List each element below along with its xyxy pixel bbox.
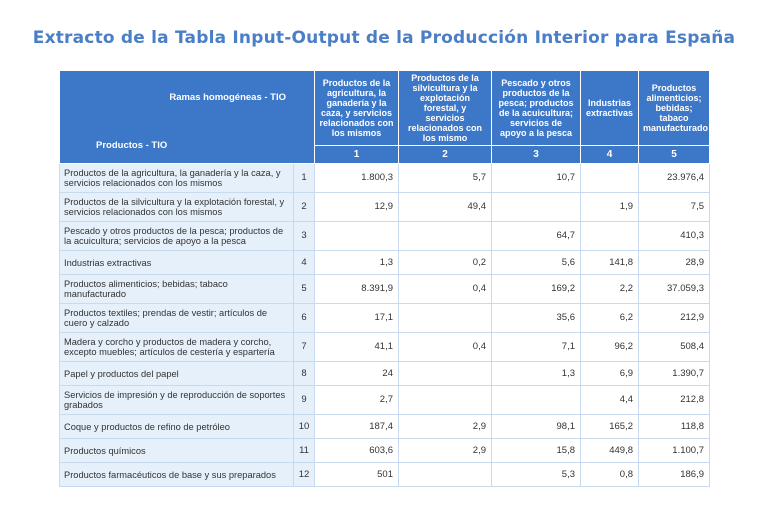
value-cell: 4,4 bbox=[581, 386, 639, 415]
table-row bbox=[60, 251, 710, 275]
value-cell: 2,2 bbox=[581, 275, 639, 304]
value-cell: 0,4 bbox=[399, 275, 492, 304]
value-cell: 0,2 bbox=[399, 251, 492, 275]
value-cell: 7,1 bbox=[492, 333, 581, 362]
table-body bbox=[60, 164, 710, 487]
value-cell bbox=[492, 193, 581, 222]
row-number-cell: 9 bbox=[294, 386, 315, 415]
row-number-cell: 1 bbox=[294, 164, 315, 193]
value-cell: 118,8 bbox=[639, 415, 710, 439]
table-row bbox=[60, 304, 710, 333]
value-cell: 6,2 bbox=[581, 304, 639, 333]
value-cell: 1.800,3 bbox=[315, 164, 399, 193]
value-cell bbox=[399, 222, 492, 251]
product-name-cell: Productos químicos bbox=[60, 439, 294, 463]
value-cell bbox=[581, 164, 639, 193]
product-name-cell: Productos de la silvicultura y la explotación forestal, y servicios relacionados con los mismos bbox=[60, 193, 294, 222]
value-cell: 5,7 bbox=[399, 164, 492, 193]
table-row bbox=[60, 386, 710, 415]
row-number-cell: 12 bbox=[294, 463, 315, 487]
column-number: 5 bbox=[639, 146, 710, 164]
value-cell bbox=[399, 304, 492, 333]
table-row bbox=[60, 362, 710, 386]
input-output-table bbox=[59, 70, 710, 487]
column-header: Industrias extractivas bbox=[581, 71, 639, 146]
value-cell: 64,7 bbox=[492, 222, 581, 251]
product-name-cell: Coque y productos de refino de petróleo bbox=[60, 415, 294, 439]
value-cell bbox=[399, 386, 492, 415]
value-cell: 0,4 bbox=[399, 333, 492, 362]
value-cell: 141,8 bbox=[581, 251, 639, 275]
column-number: 4 bbox=[581, 146, 639, 164]
value-cell: 23.976,4 bbox=[639, 164, 710, 193]
value-cell: 2,9 bbox=[399, 439, 492, 463]
value-cell: 508,4 bbox=[639, 333, 710, 362]
value-cell: 96,2 bbox=[581, 333, 639, 362]
product-name-cell: Productos farmacéuticos de base y sus preparados bbox=[60, 463, 294, 487]
product-name-cell: Pescado y otros productos de la pesca; productos de la acuicultura; servicios de apoyo a la pesca bbox=[60, 222, 294, 251]
value-cell: 5,6 bbox=[492, 251, 581, 275]
product-name-cell: Servicios de impresión y de reproducción de soportes grabados bbox=[60, 386, 294, 415]
value-cell: 28,9 bbox=[639, 251, 710, 275]
value-cell bbox=[399, 463, 492, 487]
column-header: Productos alimenticios; bebidas; tabaco manufacturado bbox=[639, 71, 710, 146]
table-row bbox=[60, 222, 710, 251]
product-name-cell: Productos textiles; prendas de vestir; artículos de cuero y calzado bbox=[60, 304, 294, 333]
value-cell: 1,9 bbox=[581, 193, 639, 222]
value-cell: 187,4 bbox=[315, 415, 399, 439]
table-row bbox=[60, 164, 710, 193]
column-header-row bbox=[60, 71, 710, 146]
value-cell: 12,9 bbox=[315, 193, 399, 222]
page-title: Extracto de la Tabla Input-Output de la Producción Interior para España bbox=[32, 28, 736, 48]
row-number-cell: 8 bbox=[294, 362, 315, 386]
value-cell: 186,9 bbox=[639, 463, 710, 487]
row-number-cell: 5 bbox=[294, 275, 315, 304]
cols-axis-label: Productos - TIO bbox=[96, 140, 168, 151]
product-name-cell: Papel y productos del papel bbox=[60, 362, 294, 386]
column-header: Productos de la agricultura, la ganadería y la caza, y servicios relacionados con los mismos bbox=[315, 71, 399, 146]
product-name-cell: Productos de la agricultura, la ganadería y la caza, y servicios relacionados con los mismos bbox=[60, 164, 294, 193]
value-cell: 2,9 bbox=[399, 415, 492, 439]
product-name-cell: Madera y corcho y productos de madera y corcho, excepto muebles; artículos de cestería y espartería bbox=[60, 333, 294, 362]
column-header: Pescado y otros productos de la pesca; productos de la acuicultura; servicios de apoyo a la pesca bbox=[492, 71, 581, 146]
table-row bbox=[60, 439, 710, 463]
value-cell: 1,3 bbox=[492, 362, 581, 386]
value-cell: 2,7 bbox=[315, 386, 399, 415]
table-row bbox=[60, 415, 710, 439]
row-number-cell: 11 bbox=[294, 439, 315, 463]
value-cell: 7,5 bbox=[639, 193, 710, 222]
value-cell: 41,1 bbox=[315, 333, 399, 362]
value-cell: 6,9 bbox=[581, 362, 639, 386]
value-cell: 8.391,9 bbox=[315, 275, 399, 304]
value-cell: 410,3 bbox=[639, 222, 710, 251]
value-cell bbox=[581, 222, 639, 251]
value-cell: 1.390,7 bbox=[639, 362, 710, 386]
row-number-cell: 6 bbox=[294, 304, 315, 333]
value-cell: 98,1 bbox=[492, 415, 581, 439]
value-cell: 169,2 bbox=[492, 275, 581, 304]
value-cell: 49,4 bbox=[399, 193, 492, 222]
value-cell: 17,1 bbox=[315, 304, 399, 333]
value-cell: 501 bbox=[315, 463, 399, 487]
column-number: 1 bbox=[315, 146, 399, 164]
value-cell: 24 bbox=[315, 362, 399, 386]
value-cell: 35,6 bbox=[492, 304, 581, 333]
column-number: 2 bbox=[399, 146, 492, 164]
product-name-cell: Productos alimenticios; bebidas; tabaco manufacturado bbox=[60, 275, 294, 304]
value-cell: 603,6 bbox=[315, 439, 399, 463]
rows-axis-label: Ramas homogéneas - TIO bbox=[169, 92, 286, 103]
value-cell bbox=[315, 222, 399, 251]
value-cell: 1.100,7 bbox=[639, 439, 710, 463]
product-name-cell: Industrias extractivas bbox=[60, 251, 294, 275]
value-cell bbox=[492, 386, 581, 415]
table-row bbox=[60, 463, 710, 487]
value-cell: 0,8 bbox=[581, 463, 639, 487]
value-cell: 212,8 bbox=[639, 386, 710, 415]
column-header: Productos de la silvicultura y la explotación forestal, y servicios relacionados con los mismo bbox=[399, 71, 492, 146]
row-number-cell: 3 bbox=[294, 222, 315, 251]
row-number-cell: 7 bbox=[294, 333, 315, 362]
value-cell: 212,9 bbox=[639, 304, 710, 333]
value-cell: 165,2 bbox=[581, 415, 639, 439]
value-cell: 449,8 bbox=[581, 439, 639, 463]
row-number-cell: 2 bbox=[294, 193, 315, 222]
value-cell: 10,7 bbox=[492, 164, 581, 193]
table-row bbox=[60, 275, 710, 304]
value-cell: 5,3 bbox=[492, 463, 581, 487]
column-number: 3 bbox=[492, 146, 581, 164]
value-cell: 15,8 bbox=[492, 439, 581, 463]
value-cell bbox=[399, 362, 492, 386]
corner-header bbox=[60, 71, 315, 164]
value-cell: 37.059,3 bbox=[639, 275, 710, 304]
table-row bbox=[60, 333, 710, 362]
row-number-cell: 10 bbox=[294, 415, 315, 439]
table-row bbox=[60, 193, 710, 222]
value-cell: 1,3 bbox=[315, 251, 399, 275]
row-number-cell: 4 bbox=[294, 251, 315, 275]
